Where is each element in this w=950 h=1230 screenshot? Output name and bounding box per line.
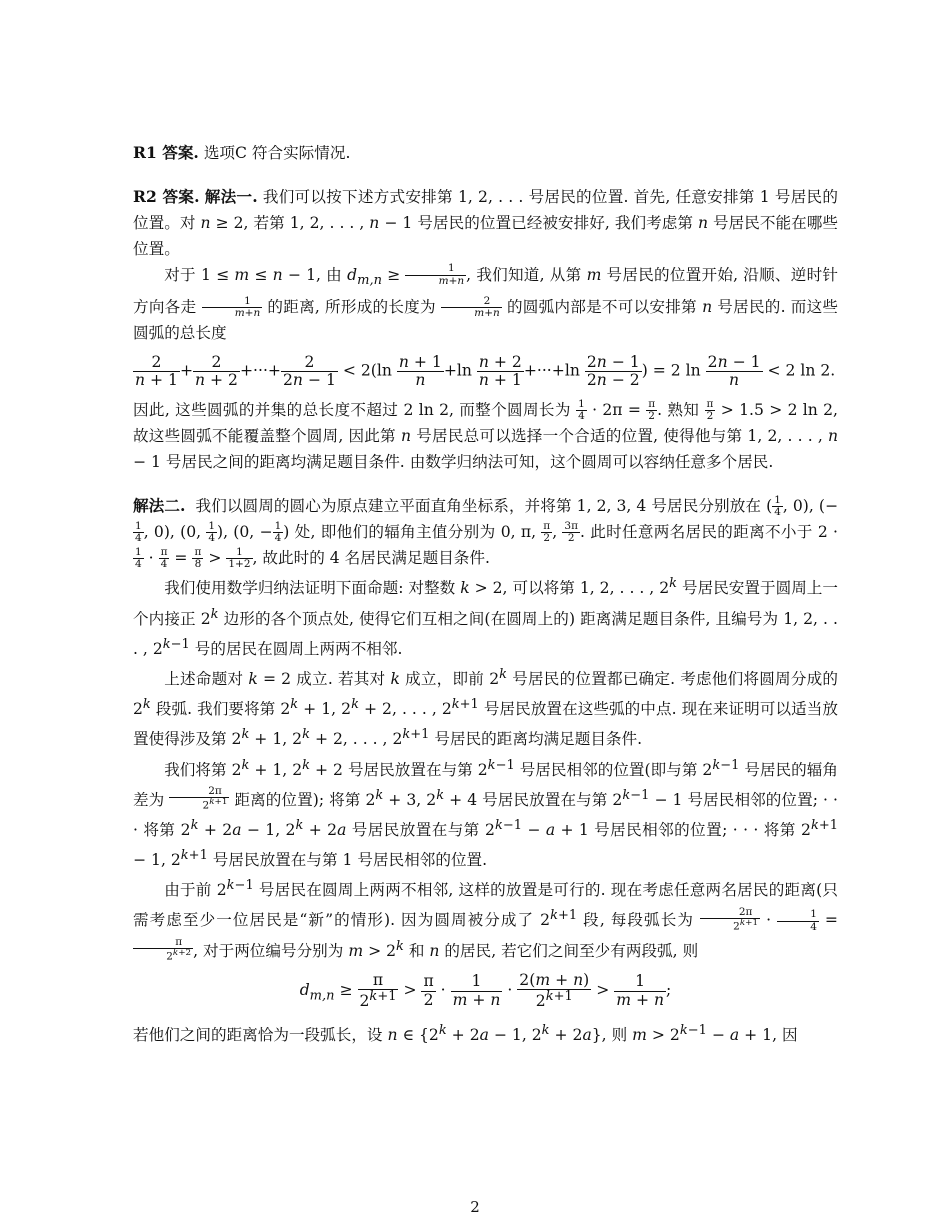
r2-label: R2 答案. <box>133 187 200 206</box>
equation-2: $d_{m,n}$ ≥ $\frac{\pi}{2^{k+1}}$ > $\frac{\pi}{2}$ · $\frac{1}{m + n}$ · $\frac{2(m + n)}{2^{k+1}}$ > $\frac{1}{m + n}$ ; <box>299 970 672 1011</box>
r1-text: 选项C 符合实际情况. <box>203 144 351 162</box>
method2-label: 解法二. <box>133 496 186 516</box>
r2-paragraph-6: 上述命题对 k = 2 成立. 若其对 k 成立，即前 2$^k$ 号居民的位置都已确定. 考虑他们将圆周分成的 2$^k$ 段弧. 我们要将第 $2^k + 1$, $2^k + 2$, . . . , $2^{k+1}$ 号居民放置在这些弧的中点. 现在来证明可以适当放置使得涉及第 $2^k + 1$, $2^k + 2$, . . . , $2^{k+1}$ 号居民的距离均满足题目条件. <box>133 666 839 749</box>
r1-label: R1 答案. <box>133 143 199 162</box>
r2-paragraph-3: 因此, 这些圆弧的并集的总长度不超过 2 ln 2, 而整个圆周长为 $\frac{1}{4}$ · 2π = $\frac{\pi}{2}$ . 熟知 $\frac{\pi}{2}$ > 1.5 > 2 ln 2, 故这些圆弧不能覆盖整个圆周, 因此第 n 号居民总可以选择一个合适的位置, 使得他与第 1, 2, . . . , n − 1 号居民之间的距离均满足题目条件. 由数学归纳法可知，这个圆周可以容纳任意多个居民. <box>133 397 838 472</box>
r2-paragraph-9: 若他们之间的距离恰为一段弧长，设 n ∈ {$2^k + 2a - 1$, $2^k + 2a$}, 则 $m > 2^{k-1} - a + 1$, 因 <box>133 1023 798 1045</box>
r2-paragraph-8: 由于前 $2^{k-1}$ 号居民在圆周上两两不相邻, 这样的放置是可行的. 现在考虑任意两名居民的距离(只需考虑至少一位居民是“新”的情形). 因为圆周被分成了 $2^{k+1}$ 段, 每段弧长为 $\frac{2\pi}{2^{k+1}}$ · $\frac{1}{4}$ = $\frac{\pi}{2^{k+2}}$ , 对于两位编号分别为 $m > 2^k$ 和 n 的居民, 若它们之间至少有两段弧, 则 <box>133 878 838 963</box>
method1-label: 解法一. <box>204 187 258 206</box>
r2-paragraph-7: 我们将第 $2^k + 1$, $2^k + 2$ 号居民放置在与第 $2^{k-1}$ 号居民相邻的位置(即与第 $2^{k-1}$ 号居民的辐角差为 $\frac{2\pi}{2^{k+1}}$ 距离的位置); 将第 $2^k + 3$, $2^k + 4$ 号居民放置在与第 $2^{k-1} - 1$ 号居民相邻的位置; · · · 将第 $2^k + 2a - 1$, $2^k + 2a$ 号居民放置在与第 $2^{k-1} - a + 1$ 号居民相邻的位置; · · · 将第 $2^{k+1} - 1$, $2^{k+1}$ 号居民放置在与第 1 号居民相邻的位置. <box>133 757 839 870</box>
r2-paragraph-4: 解法二. 我们以圆周的圆心为原点建立平面直角坐标系，并将第 1, 2, 3, 4 号居民分别放在 ( $\frac{1}{4}$ , 0), (− $\frac{1}{4}$ , 0), (0, $\frac{1}{4}$ ), (0, − $\frac{1}{4}$ ) 处, 即他们的辐角主值分别为 0, π, $\frac{\pi}{2}$ , $\frac{3\pi}{2}$ . 此时任意两名居民的距离不小于 2 · $\frac{1}{4}$ · $\frac{\pi}{4}$ = $\frac{\pi}{8}$ > $\frac{1}{1+2}$ , 故此时的 4 名居民满足题目条件. <box>133 493 839 571</box>
equation-1: $\frac{2}{n + 1}$ + $\frac{2}{n + 2}$ +···+ $\frac{2}{2n - 1}$ < 2(ln $\frac{n + 1}{n}$ +ln $\frac{n + 2}{n + 1}$ +···+ln $\frac{2n - 1}{2n - 2}$ ) = 2 ln $\frac{2n - 1}{n}$ < 2 ln 2. <box>135 353 836 390</box>
document-body <box>133 140 838 1048</box>
r2-paragraph-5: 我们使用数学归纳法证明下面命题: 对整数 k > 2, 可以将第 1, 2, . . . , 2$^k$ 号居民安置于圆周上一个内接正 2$^k$ 边形的各个顶点处, 使得它们互相之间(在圆周上的) 距离满足题目条件, 且编号为 1, 2, . . . , $2^{k-1}$ 号的居民在圆周上两两不相邻. <box>133 576 838 658</box>
r2-paragraph-1: R2 答案. 解法一. 我们可以按下述方式安排第 1, 2, . . . 号居民的位置. 首先, 任意安排第 1 号居民的位置。对 n ≥ 2, 若第 1, 2, . . . , n − 1 号居民的位置已经被安排好, 我们考虑第 n 号居民不能在哪些位置。 <box>133 187 839 258</box>
page-number: 2 <box>470 1198 480 1216</box>
r2-paragraph-2: 对于 1 ≤ m ≤ n − 1, 由 $d_{m,n}$ ≥ $\frac{1}{m+n}$ , 我们知道, 从第 m 号居民的位置开始, 沿顺、逆时针方向各走 $\frac{1}{m+n}$ 的距离, 所形成的长度为 $\frac{2}{m+n}$ 的圆弧内部是不可以安排第 n 号居民的. 而这些圆弧的总长度 <box>133 262 838 343</box>
r1-paragraph <box>133 140 838 166</box>
